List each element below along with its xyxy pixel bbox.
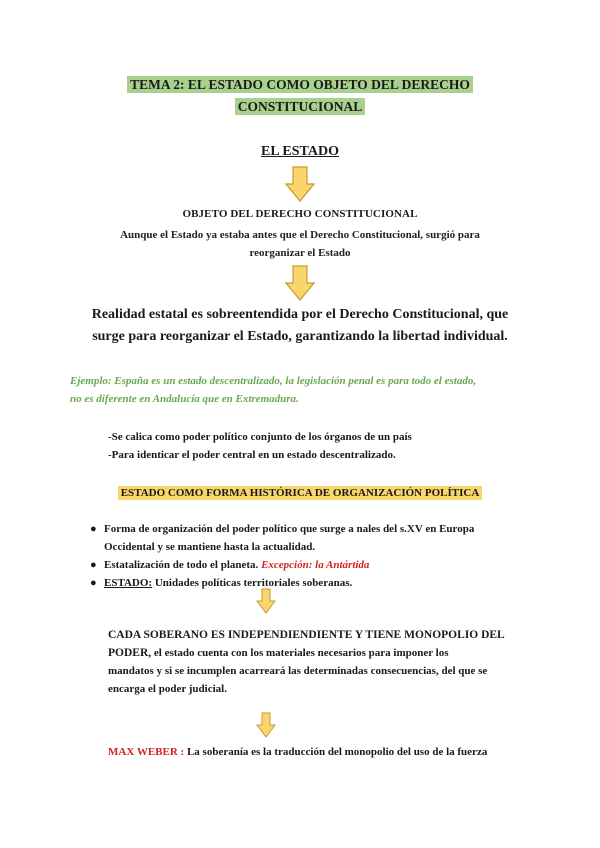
weber-text: La soberanía es la traducción del monopolio del uso de la fuerza [186, 746, 488, 758]
down-arrow-icon [256, 588, 276, 614]
bullet-2-text: Estatalización de todo el planeta. [104, 559, 259, 571]
paragraph-realidad [0, 304, 600, 348]
example-line-1: Ejemplo: España es un estado descentralizado, la legislación penal es para todo el estado, [70, 375, 477, 387]
section-subtitle: EL ESTADO [261, 144, 339, 159]
bullet-1-line-2: Occidental y se mantiene hasta la actualidad. [104, 541, 316, 553]
bullet-icon: ● [90, 577, 97, 589]
list-item: -Se calica como poder político conjunto de los órganos de un país [108, 431, 412, 443]
bullet-2-exception: Excepción: la Antártida [261, 559, 370, 571]
down-arrow-icon [285, 265, 315, 301]
heading-objeto: OBJETO DEL DERECHO CONSTITUCIONAL [182, 208, 418, 220]
bullet-3-label: ESTADO: [104, 577, 153, 589]
down-arrow-icon [256, 712, 276, 738]
heading-forma-text: ESTADO COMO FORMA HISTÓRICA DE ORGANIZACIÓN POLÍTICA [118, 486, 483, 500]
list-item [90, 520, 530, 556]
dash-list [108, 428, 412, 464]
title-line-2: CONSTITUCIONAL [235, 98, 366, 115]
paragraph-realidad-line-1: Realidad estatal es sobreentendida por el Derecho Constitucional, que [91, 307, 509, 322]
weber-name: MAX WEBER : [108, 746, 185, 758]
soberania-poder: PODER, [108, 647, 152, 659]
soberania-block [108, 626, 528, 698]
document-title [0, 74, 600, 118]
bullet-icon: ● [90, 523, 97, 535]
bullet-3-text: Unidades políticas territoriales soberanas. [154, 577, 353, 589]
soberania-line-2 [108, 644, 528, 662]
soberania-line-1: CADA SOBERANO ES INDEPENDIENDIENTE Y TIENE MONOPOLIO DEL [108, 629, 505, 641]
example-paragraph [70, 372, 540, 408]
example-line-2: no es diferente en Andalucía que en Extremadura. [70, 393, 299, 405]
list-item [90, 556, 530, 574]
soberania-line-3: mandatos y si se incumplen acarreará las determinadas consecuencias, del que se [108, 665, 488, 677]
paragraph-realidad-line-2: surge para reorganizar el Estado, garantizando la libertad individual. [92, 329, 508, 344]
soberania-line-4: encarga el poder judicial. [108, 683, 227, 695]
list-item [90, 574, 530, 592]
heading-forma-historica [0, 487, 600, 499]
list-item: -Para identicar el poder central en un estado descentralizado. [108, 449, 396, 461]
max-weber-quote [108, 746, 487, 758]
paragraph-intro [0, 226, 600, 262]
paragraph-intro-line-1: Aunque el Estado ya estaba antes que el Derecho Constitucional, surgió para [120, 229, 480, 241]
bullet-icon: ● [90, 559, 97, 571]
title-line-1: TEMA 2: EL ESTADO COMO OBJETO DEL DERECHO [127, 76, 473, 93]
bullet-list [90, 520, 530, 592]
soberania-line-2-rest: el estado cuenta con los materiales necesarios para imponer los [153, 647, 449, 659]
down-arrow-icon [285, 166, 315, 202]
paragraph-intro-line-2: reorganizar el Estado [249, 247, 351, 259]
bullet-1-line-1: Forma de organización del poder político que surge a nales del s.XV en Europa [104, 523, 475, 535]
